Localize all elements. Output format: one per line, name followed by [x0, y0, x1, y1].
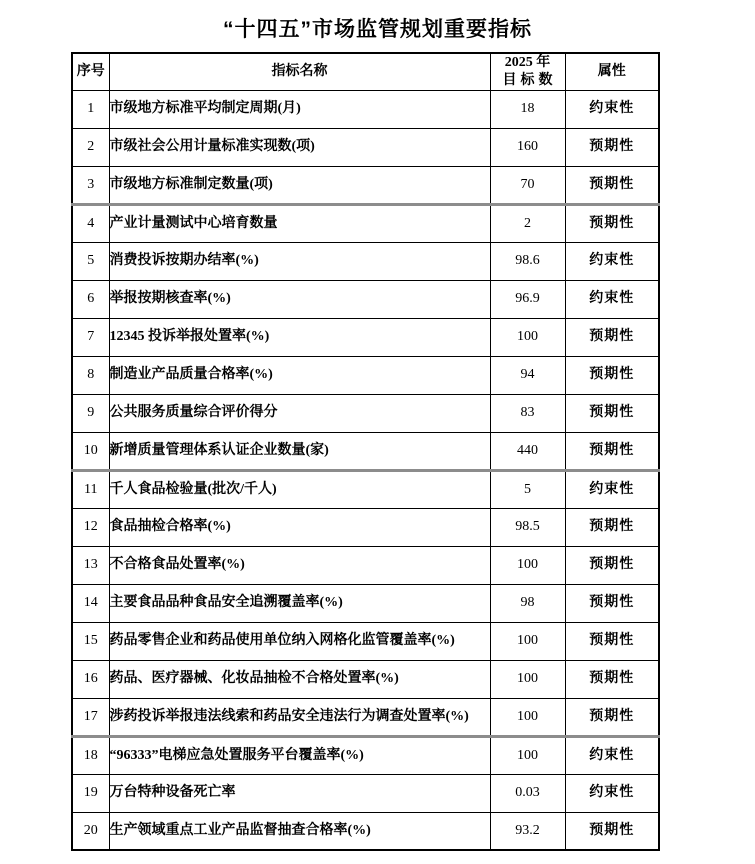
target-value: 70: [490, 166, 565, 204]
row-number: 20: [72, 812, 109, 850]
page-title: “十四五”市场监管规划重要指标: [223, 18, 532, 41]
indicator-name: 公共服务质量综合评价得分: [109, 394, 490, 432]
target-value: 440: [490, 432, 565, 470]
target-value: 160: [490, 128, 565, 166]
table-row: [72, 280, 659, 318]
row-number: 17: [72, 698, 109, 736]
header-cell-target: [490, 53, 565, 90]
attribute-value: 约束性: [565, 280, 659, 318]
target-value: 100: [490, 622, 565, 660]
target-value: 0.03: [490, 774, 565, 812]
row-number: 19: [72, 774, 109, 812]
indicator-name: “96333”电梯应急处置服务平台覆盖率(%): [109, 736, 490, 774]
header-target-line2: 目标数: [502, 72, 557, 88]
attribute-value: 约束性: [565, 90, 659, 128]
attribute-value: 预期性: [565, 432, 659, 470]
table-row: [72, 90, 659, 128]
header-row: [72, 53, 659, 90]
table-row: [72, 660, 659, 698]
attribute-value: 预期性: [565, 812, 659, 850]
table-row: [72, 318, 659, 356]
indicator-name: 万台特种设备死亡率: [109, 774, 490, 812]
attribute-value: 约束性: [565, 242, 659, 280]
attribute-value: 预期性: [565, 698, 659, 736]
table-row: [72, 432, 659, 470]
indicator-name: 消费投诉按期办结率(%): [109, 242, 490, 280]
target-value: 83: [490, 394, 565, 432]
target-value: 2: [490, 204, 565, 242]
indicator-name: 不合格食品处置率(%): [109, 546, 490, 584]
table-row: [72, 736, 659, 774]
target-value: 100: [490, 698, 565, 736]
table-row: [72, 470, 659, 508]
indicator-name: 举报按期核查率(%): [109, 280, 490, 318]
table-row: [72, 356, 659, 394]
target-value: 100: [490, 318, 565, 356]
table-row: [72, 128, 659, 166]
target-value: 93.2: [490, 812, 565, 850]
table-row: [72, 698, 659, 736]
target-value: 100: [490, 546, 565, 584]
target-value: 98: [490, 584, 565, 622]
indicator-name: 产业计量测试中心培育数量: [109, 204, 490, 242]
attribute-value: 预期性: [565, 166, 659, 204]
table-row: [72, 242, 659, 280]
row-number: 16: [72, 660, 109, 698]
attribute-value: 预期性: [565, 508, 659, 546]
attribute-value: 预期性: [565, 584, 659, 622]
target-value: 94: [490, 356, 565, 394]
header-cell-name: 指标名称: [109, 53, 490, 90]
row-number: 3: [72, 166, 109, 204]
header-target-line1: 2025 年: [504, 55, 551, 71]
indicator-name: 市级地方标准平均制定周期(月): [109, 90, 490, 128]
row-number: 11: [72, 470, 109, 508]
table-row: [72, 394, 659, 432]
table-row: [72, 622, 659, 660]
row-number: 12: [72, 508, 109, 546]
table-row: [72, 508, 659, 546]
header-cell-no: 序号: [72, 53, 109, 90]
target-value: 5: [490, 470, 565, 508]
row-number: 9: [72, 394, 109, 432]
target-value: 98.6: [490, 242, 565, 280]
row-number: 2: [72, 128, 109, 166]
table-row: [72, 774, 659, 812]
attribute-value: 约束性: [565, 736, 659, 774]
row-number: 14: [72, 584, 109, 622]
target-value: 100: [490, 660, 565, 698]
indicator-name: 药品、医疗器械、化妆品抽检不合格处置率(%): [109, 660, 490, 698]
row-number: 1: [72, 90, 109, 128]
target-value: 100: [490, 736, 565, 774]
row-number: 18: [72, 736, 109, 774]
indicator-name: 新增质量管理体系认证企业数量(家): [109, 432, 490, 470]
attribute-value: 预期性: [565, 660, 659, 698]
row-number: 10: [72, 432, 109, 470]
indicator-name: 主要食品品种食品安全追溯覆盖率(%): [109, 584, 490, 622]
indicator-name: 涉药投诉举报违法线索和药品安全违法行为调查处置率(%): [109, 698, 490, 736]
attribute-value: 预期性: [565, 394, 659, 432]
attribute-value: 预期性: [565, 546, 659, 584]
row-number: 15: [72, 622, 109, 660]
row-number: 8: [72, 356, 109, 394]
row-number: 13: [72, 546, 109, 584]
attribute-value: 预期性: [565, 318, 659, 356]
attribute-value: 预期性: [565, 356, 659, 394]
indicators-table: [71, 52, 660, 851]
indicator-name: 药品零售企业和药品使用单位纳入网格化监管覆盖率(%): [109, 622, 490, 660]
indicator-name: 食品抽检合格率(%): [109, 508, 490, 546]
indicator-name: 12345 投诉举报处置率(%): [109, 318, 490, 356]
indicator-name: 生产领域重点工业产品监督抽查合格率(%): [109, 812, 490, 850]
table-row: [72, 812, 659, 850]
row-number: 7: [72, 318, 109, 356]
attribute-value: 预期性: [565, 204, 659, 242]
row-number: 5: [72, 242, 109, 280]
indicator-name: 千人食品检验量(批次/千人): [109, 470, 490, 508]
target-value: 98.5: [490, 508, 565, 546]
attribute-value: 预期性: [565, 128, 659, 166]
header-cell-attr: 属性: [565, 53, 659, 90]
table-row: [72, 204, 659, 242]
indicator-name: 制造业产品质量合格率(%): [109, 356, 490, 394]
attribute-value: 约束性: [565, 470, 659, 508]
indicator-name: 市级社会公用计量标准实现数(项): [109, 128, 490, 166]
target-value: 96.9: [490, 280, 565, 318]
table-row: [72, 546, 659, 584]
indicator-name: 市级地方标准制定数量(项): [109, 166, 490, 204]
row-number: 6: [72, 280, 109, 318]
table-row: [72, 166, 659, 204]
attribute-value: 预期性: [565, 622, 659, 660]
table-row: [72, 584, 659, 622]
row-number: 4: [72, 204, 109, 242]
attribute-value: 约束性: [565, 774, 659, 812]
target-value: 18: [490, 90, 565, 128]
